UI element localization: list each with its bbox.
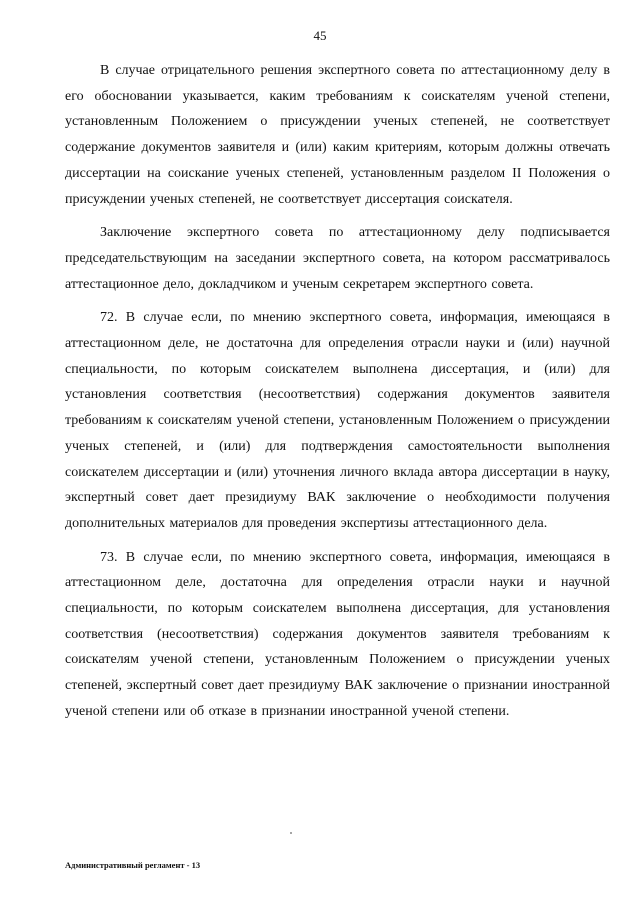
page-number: 45 — [313, 28, 327, 43]
paragraph-item-72: 72. В случае если, по мнению экспертного совета, информация, имеющаяся в аттестационном деле, не достаточна для определения отрасли науки и (или) научной специальности, по которым соискателем выполнена диссертация, и (или) для установления соответствия (несоответствия) содержания документов заявителя требованиям к соискателям ученой степени, установленным Положением о присуждении ученых степеней, и (или) для подтверждения самостоятельности выполнения соискателем диссертации и (или) уточнения личного вклада автора диссертации в науку, экспертный совет дает президиуму ВАК заключение о необходимости получения дополнительных материалов для проведения экспертизы аттестационного дела. — [65, 310, 610, 531]
scan-speck — [290, 832, 292, 834]
body-text — [65, 58, 610, 733]
paragraph-negative-decision: В случае отрицательного решения экспертного совета по аттестационному делу в его обосновании указывается, каким требованиям к соискателям ученой степени, установленным Положением о присуждении ученых степеней, не соответствует содержание документов заявителя и (или) каким критериям, которым должны отвечать диссертации на соискание ученых степеней, установленным разделом II Положения о присуждении ученых степеней, не соответствует диссертация соискателя. — [65, 63, 610, 207]
paragraph-item-73: 73. В случае если, по мнению экспертного совета, информация, имеющаяся в аттестационном деле, достаточна для определения отрасли науки и научной специальности, по которым соискателем выполнена диссертация, для установления соответствия (несоответствия) содержания документов заявителя требованиям к соискателям ученой степени, установленным Положением о присуждении ученых степеней, экспертный совет дает президиуму ВАК заключение о признании иностранной ученой степени или об отказе в признании иностранной ученой степени. — [65, 549, 610, 719]
page-footer: Административный регламент - 13 — [65, 860, 201, 870]
paragraph-conclusion-signing: Заключение экспертного совета по аттестационному делу подписывается председательствующим на заседании экспертного совета, на котором рассматривалось аттестационное дело, докладчиком и ученым секретарем экспертного совета. — [65, 225, 610, 292]
